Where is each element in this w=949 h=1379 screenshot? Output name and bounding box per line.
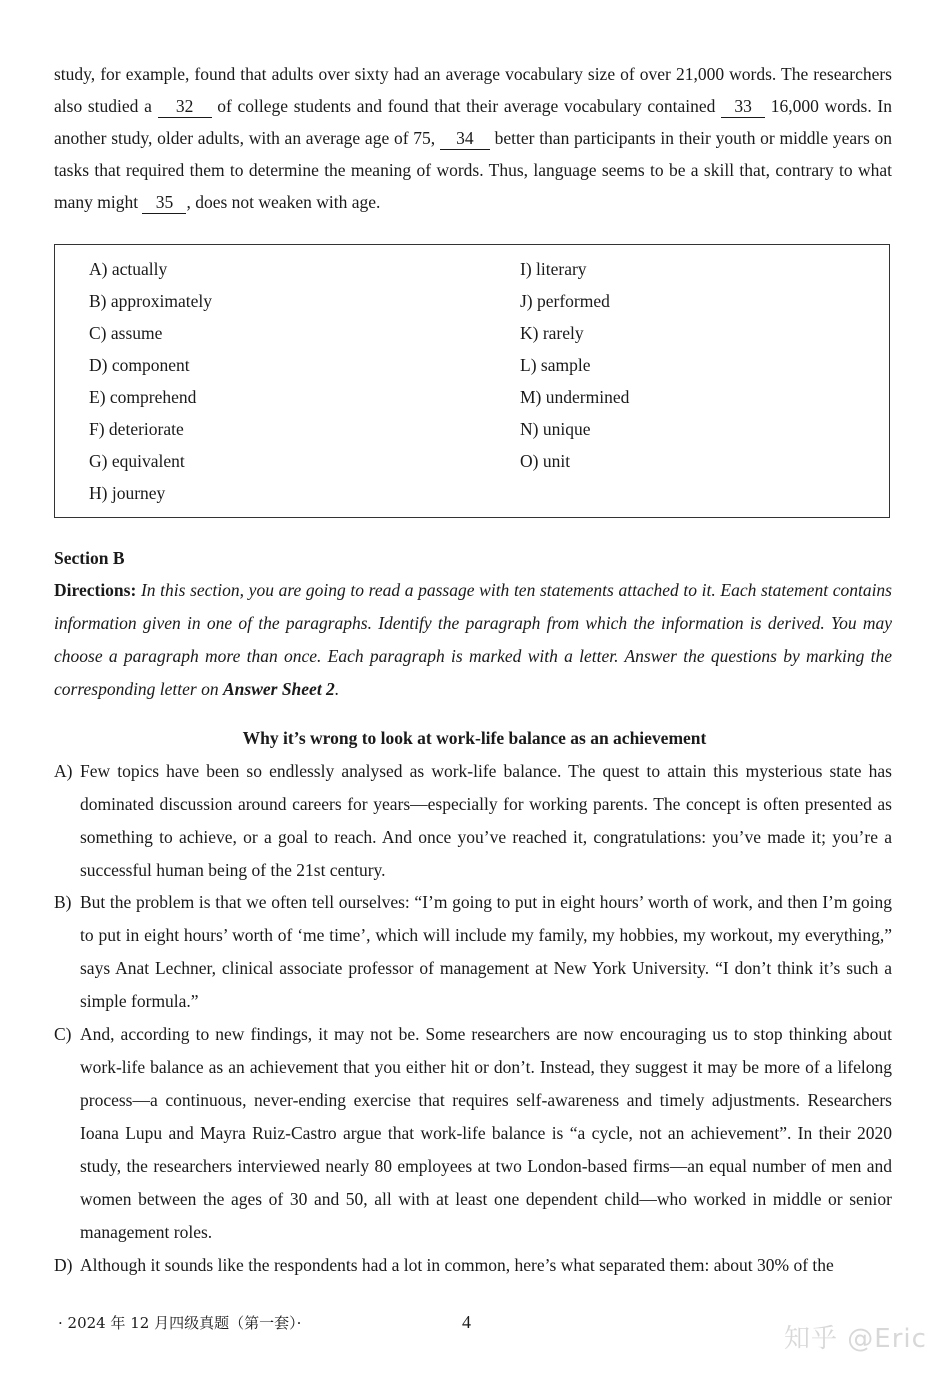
paragraph-letter: A) [54, 761, 73, 781]
paragraph-c [54, 1018, 892, 1249]
paragraph-text: Few topics have been so endlessly analysed as work-life balance. The quest to attain this mysterious state has dominated discussion around careers for years—especially for working parents. The concept is often presented as something to achieve, or a goal to reach. And once you’ve reached it, congratulations: you’ve made it; you’re a successful human being of the 21st century. [80, 761, 892, 880]
directions-end: . [334, 679, 340, 699]
section-b-directions [54, 574, 892, 706]
intro-text-2: of college students and found that their average vocabulary contained [211, 96, 722, 116]
word-bank-item: F) deteriorate [89, 419, 184, 439]
directions-text: In this section, you are going to read a passage with ten statements attached to it. Each statement contains information given in one of the paragraphs. Identify the paragraph from which the information is derived. You may choose a paragraph more than once. Each paragraph is marked with a letter. Answer the questions by marking the corresponding letter on [54, 580, 892, 699]
paragraph-letter: B) [54, 892, 72, 912]
word-bank-box [54, 244, 890, 518]
word-bank-item: M) undermined [520, 387, 630, 407]
blank-33: 33 [721, 95, 765, 118]
section-b-heading: Section B [54, 548, 125, 568]
directions-label: Directions: [54, 580, 137, 600]
word-bank-item: N) unique [520, 419, 591, 439]
footer-source: · 2024 年 12 月四级真题（第一套）· [58, 1314, 302, 1332]
word-bank-item: I) literary [520, 259, 587, 279]
page-number: 4 [462, 1312, 471, 1332]
word-bank-right-column [520, 253, 629, 477]
word-bank-item: J) performed [520, 291, 610, 311]
word-bank-item: E) comprehend [89, 387, 197, 407]
intro-text-3: 16,000 words. In another study, older adults, with an average age of 75, [54, 96, 892, 148]
paragraph-d [54, 1249, 892, 1282]
directions-answer-sheet: Answer Sheet 2 [222, 679, 335, 699]
word-bank-item: A) actually [89, 259, 168, 279]
word-bank-item: C) assume [89, 323, 163, 343]
intro-passage [54, 58, 892, 218]
paragraph-text: But the problem is that we often tell ourselves: “I’m going to put in eight hours’ worth of work, and then I’m going to put in eight hours’ worth of ‘me time’, which will include my family, my hobbies, my workout, my everything,” says Anat Lechner, clinical associate professor of management at New York University. “I don’t think it’s such a simple formula.” [80, 892, 892, 1011]
word-bank-item: O) unit [520, 451, 571, 471]
blank-32: 32 [158, 95, 212, 118]
paragraph-a [54, 755, 892, 887]
word-bank-left-column [89, 253, 212, 509]
word-bank-item: K) rarely [520, 323, 584, 343]
blank-34: 34 [440, 127, 490, 150]
paragraph-letter: C) [54, 1024, 72, 1044]
paragraph-letter: D) [54, 1255, 73, 1275]
passage-title: Why it’s wrong to look at work-life balance as an achievement [242, 728, 707, 748]
word-bank-item: D) component [89, 355, 190, 375]
paragraph-text: And, according to new findings, it may not be. Some researchers are now encouraging us to stop thinking about work-life balance as an achievement that you either hit or don’t. Instead, they suggest it may be more of a lifelong process—a continuous, never-ending exercise that requires self-awareness and timely adjustments. Researchers Ioana Lupu and Mayra Ruiz-Castro argue that work-life balance is “a cycle, not an achievement”. In their 2020 study, the researchers interviewed nearly 80 employees at two London-based firms—an equal number of men and women between the ages of 30 and 50, all with at least one dependent child—who worked in middle or senior management roles. [80, 1024, 892, 1242]
word-bank-item: G) equivalent [89, 451, 185, 471]
paragraph-text: Although it sounds like the respondents had a lot in common, here’s what separated them: about 30% of the [80, 1255, 834, 1275]
watermark: 知乎 @Eric [784, 1324, 927, 1354]
word-bank-item: B) approximately [89, 291, 212, 311]
word-bank-item: L) sample [520, 355, 591, 375]
paragraph-b [54, 886, 892, 1018]
intro-text-5: , does not weaken with age. [186, 192, 381, 212]
word-bank-item: H) journey [89, 483, 166, 503]
intro-text-4: better than participants in their youth or middle years on tasks that required them to determine the meaning of words. Thus, language seems to be a skill that, contrary to what many might [54, 128, 892, 212]
blank-35: 35 [142, 191, 186, 214]
intro-text-1: study, for example, found that adults over sixty had an average vocabulary size of over 21,000 words. The researchers also studied a [54, 64, 892, 116]
